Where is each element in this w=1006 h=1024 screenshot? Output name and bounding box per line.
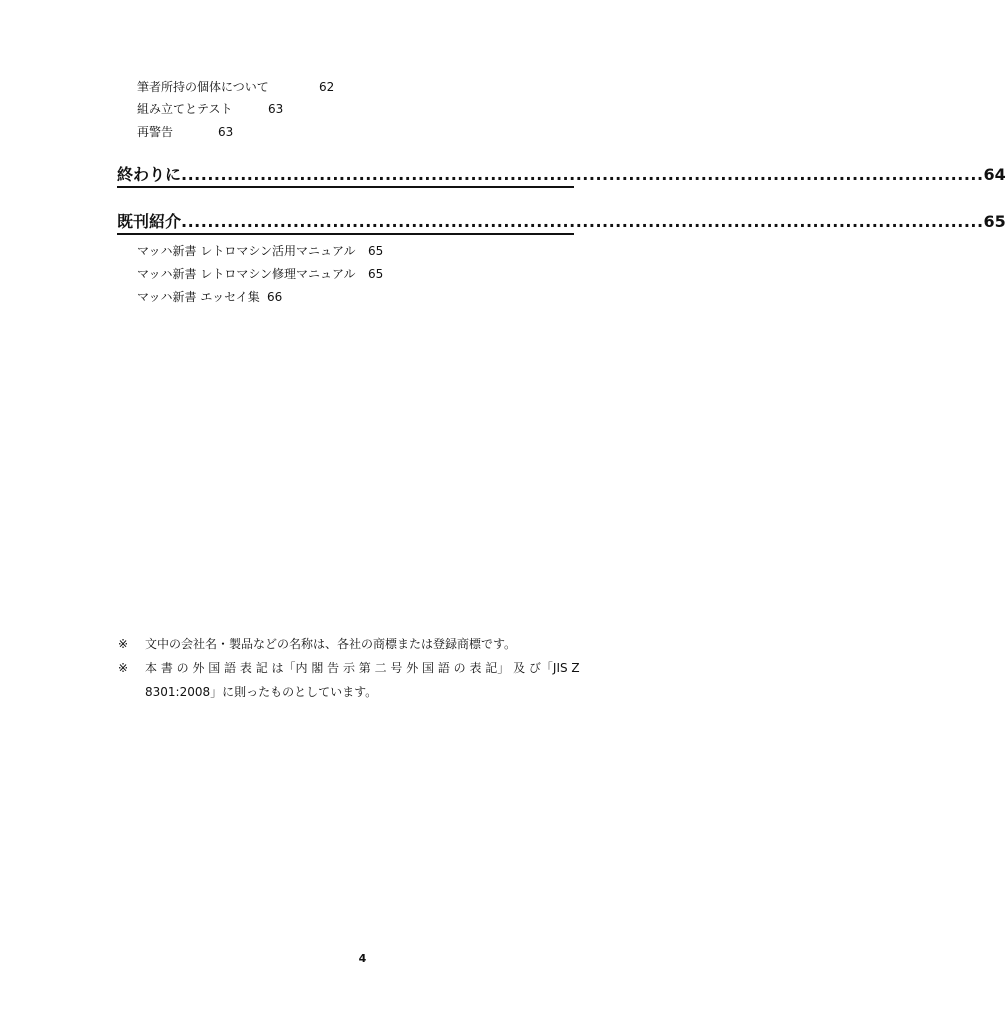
toc-chapter-page: 64 [983, 165, 1006, 184]
toc-chapter-ending[interactable] [117, 162, 1006, 188]
toc-entry-page: 62 [319, 80, 335, 94]
toc-entry[interactable] [137, 79, 335, 95]
toc-entry-page: 63 [218, 125, 234, 139]
toc-entry-title: マッハ新書 エッセイ集 [137, 290, 260, 304]
toc-dot-leader: .......................................................................................................................... [181, 165, 984, 184]
note-mark: ※ [118, 637, 129, 651]
toc-chapter-title: 既刊紹介 [117, 212, 182, 231]
toc-entry-title: 再警告 [137, 125, 174, 139]
page-number: 4 [358, 952, 367, 965]
note-mark: ※ [118, 661, 129, 675]
toc-chapter-previous-works[interactable] [117, 209, 1006, 235]
trademark-note: 文中の会社名・製品などの名称は、各社の商標または登録商標です。 [145, 637, 517, 651]
toc-entry[interactable] [137, 289, 283, 305]
toc-dot-leader: .......................................................................................................................... [181, 212, 984, 231]
toc-entry-page: 65 [368, 244, 384, 258]
toc-entry[interactable] [137, 243, 384, 259]
toc-entry-title: 筆者所持の個体について [137, 80, 269, 94]
toc-entry-page: 65 [368, 267, 384, 281]
toc-entry[interactable] [137, 266, 384, 282]
toc-entry-title: マッハ新書 レトロマシン修理マニュアル [137, 267, 356, 281]
toc-entry-page: 63 [268, 102, 284, 116]
toc-entry-title: 組み立てとテスト [137, 102, 233, 116]
toc-chapter-title: 終わりに [117, 165, 182, 184]
toc-chapter-page: 65 [983, 212, 1006, 231]
notation-note-line2: 8301:2008」に則ったものとしています。 [145, 685, 378, 699]
toc-entry[interactable] [137, 124, 234, 140]
notation-note-line1: 本 書 の 外 国 語 表 記 は「内 閣 告 示 第 二 号 外 国 語 の 表 記」 及 び「JIS Z [145, 661, 580, 675]
toc-entry[interactable] [137, 101, 284, 117]
toc-entry-page: 66 [267, 290, 283, 304]
toc-entry-title: マッハ新書 レトロマシン活用マニュアル [137, 244, 356, 258]
